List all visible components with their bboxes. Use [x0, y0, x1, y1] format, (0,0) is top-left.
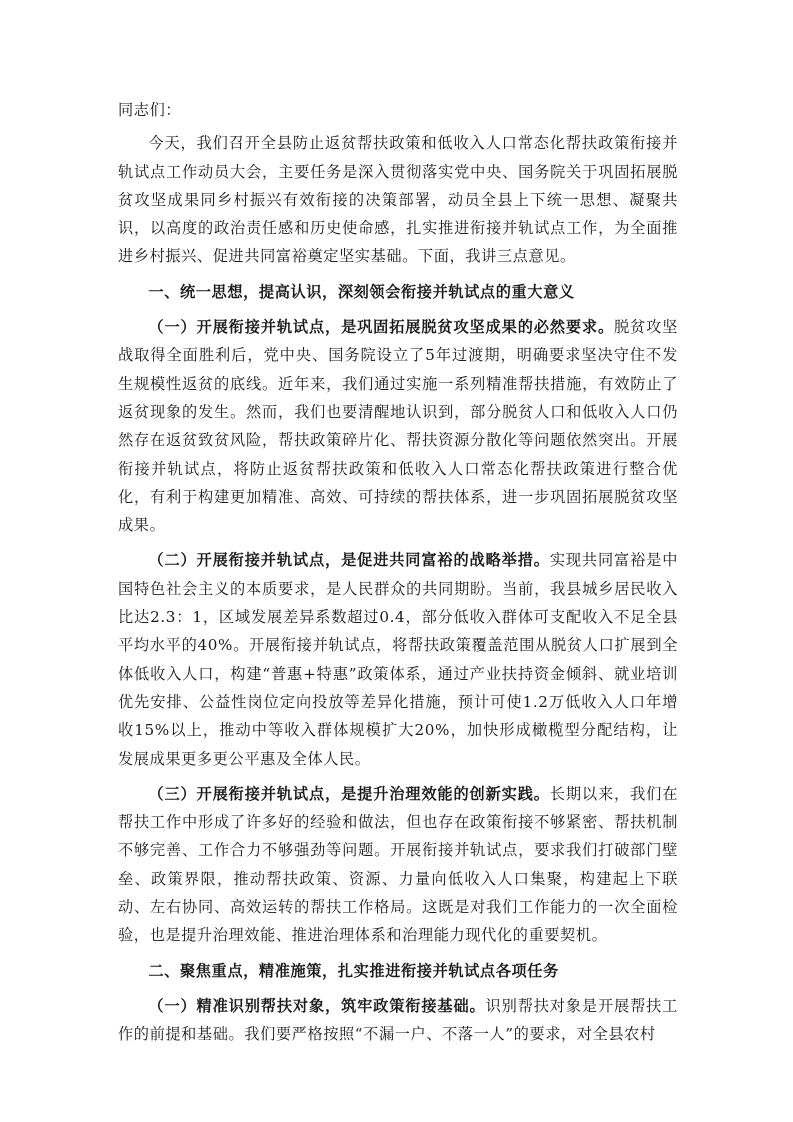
document-page — [118, 96, 678, 1056]
section-1-item-2 — [118, 546, 678, 772]
item-lead: （二）开展衔接并轨试点，是促进共同富裕的战略举措。 — [148, 551, 550, 570]
item-lead: （三）开展衔接并轨试点，是提升治理效能的创新实践。 — [148, 784, 550, 803]
item-body: 识别帮扶对象是开展帮扶工作的前提和基础。我们要严格按照“不漏一户、不落一人”的要求，对全县农村 — [118, 996, 678, 1044]
salutation: 同志们： — [118, 101, 182, 119]
item-body: 实现共同富裕是中国特色社会主义的本质要求，是人民群众的共同期盼。当前，我县城乡居民收入比达2.3：1，区域发展差异系数超过0.4，部分低收入群体可支配收入不足全县平均水平的40%。开展衔接并轨试点，将帮扶政策覆盖范围从脱贫人口扩展到全体低收入人口，构建“普惠+特惠”政策体系，通过产业扶持资金倾斜、就业培训优先安排、公益性岗位定向投放等差异化措施，预计可使1.2万低收入人口年增收15%以上，推动中等收入群体规模扩大20%，加快形成橄榄型分配结构，让发展成果更多更公平惠及全体人民。 — [118, 551, 678, 768]
item-body: 脱贫攻坚战取得全面胜利后，党中央、国务院设立了5年过渡期，明确要求坚决守住不发生规模性返贫的底线。近年来，我们通过实施一系列精准帮扶措施，有效防止了返贫现象的发生。然而，我们也要清醒地认识到，部分脱贫人口和低收入人口仍然存在返贫致贫风险，帮扶政策碎片化、帮扶资源分散化等问题依然突出。开展衔接并轨试点，将防止返贫帮扶政策和低收入人口常态化帮扶政策进行整合优化，有利于构建更加精准、高效、可持续的帮扶体系，进一步巩固拓展脱贫攻坚成果。 — [118, 318, 678, 535]
item-lead: （一）开展衔接并轨试点，是巩固拓展脱贫攻坚成果的必然要求。 — [148, 318, 615, 337]
section-2-heading: 二、聚焦重点，精准施策，扎实推进衔接并轨试点各项任务 — [148, 961, 559, 980]
section-1-item-1 — [118, 313, 678, 539]
item-body: 长期以来，我们在帮扶工作中形成了许多好的经验和做法，但也存在政策衔接不够紧密、帮扶机制不够完善、工作合力不够强劲等问题。开展衔接并轨试点，要求我们打破部门壁垒、政策界限，推动帮扶政策、资源、力量向低收入人口集聚，构建起上下联动、左右协同、高效运转的帮扶工作格局。这既是对我们工作能力的一次全面检验，也是提升治理效能、推进治理体系和治理能力现代化的重要契机。 — [118, 784, 678, 945]
section-2-item-1 — [118, 992, 678, 1049]
intro-paragraph: 今天，我们召开全县防止返贫帮扶政策和低收入人口常态化帮扶政策衔接并轨试点工作动员大会，主要任务是深入贯彻落实党中央、国务院关于巩固拓展脱贫攻坚成果同乡村振兴有效衔接的决策部署，动员全县上下统一思想、凝聚共识，以高度的政治责任感和历史使命感，扎实推进衔接并轨试点工作，为全面推进乡村振兴、促进共同富裕奠定坚实基础。下面，我讲三点意见。 — [118, 134, 678, 266]
section-1-item-3 — [118, 780, 678, 950]
item-lead: （一）精准识别帮扶对象，筑牢政策衔接基础。 — [148, 996, 486, 1015]
section-1-heading: 一、统一思想，提高认识，深刻领会衔接并轨试点的重大意义 — [148, 282, 575, 301]
